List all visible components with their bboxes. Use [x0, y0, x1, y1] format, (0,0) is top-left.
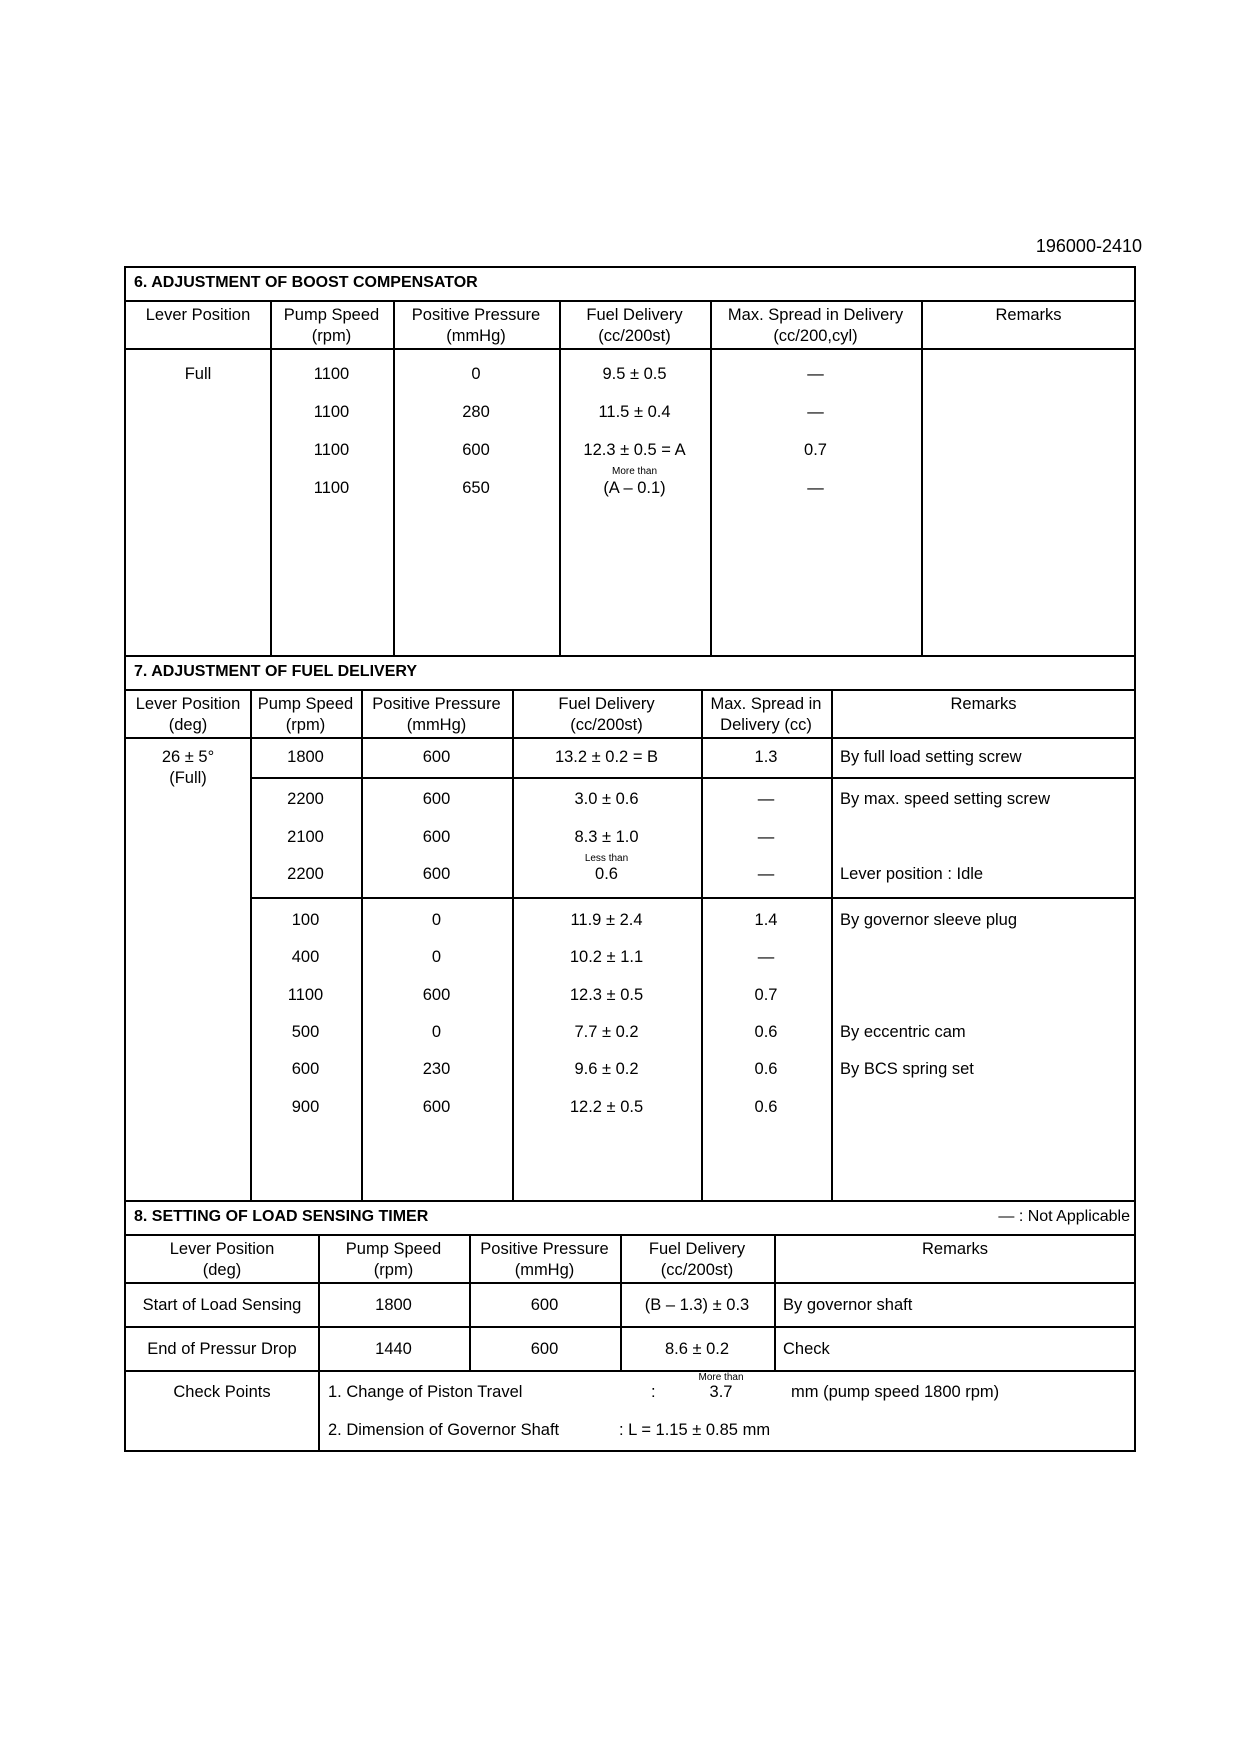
fuel-delivery-cell: 12.3 ± 0.5 = A	[583, 441, 686, 459]
pump-speed-cell: 1100	[313, 479, 350, 497]
spread-cell: —	[807, 365, 824, 383]
divider	[126, 348, 1134, 350]
section-load-sensing-timer	[124, 1200, 1136, 1452]
fuel-delivery-cell: 8.3 ± 1.0	[574, 828, 639, 846]
remark-cell: By governor sleeve plug	[840, 911, 1018, 929]
pressure-cell: 600	[462, 441, 490, 459]
pump-speed-cell: 1440	[375, 1340, 412, 1358]
fuel-delivery-cell: 0.6	[595, 865, 618, 883]
divider	[250, 777, 1134, 779]
divider	[126, 1326, 1134, 1328]
section-title: 6. ADJUSTMENT OF BOOST COMPENSATOR	[134, 274, 478, 291]
pressure-cell: 600	[422, 748, 451, 766]
pressure-cell: 650	[462, 479, 490, 497]
pressure-cell: 600	[422, 1098, 451, 1116]
spread-cell: —	[757, 828, 775, 846]
remark-cell: By BCS spring set	[840, 1060, 974, 1078]
section-fuel-delivery	[124, 655, 1136, 1202]
divider	[126, 300, 1134, 302]
header-remarks: Remarks	[950, 695, 1017, 713]
fuel-delivery-cell: 7.7 ± 0.2	[574, 1023, 639, 1041]
pump-speed-cell: 1100	[287, 986, 324, 1004]
pump-speed-cell: 1100	[313, 441, 350, 459]
spread-cell: 0.6	[754, 1023, 778, 1041]
check-point-1-separator: :	[651, 1383, 656, 1401]
pressure-cell: 0	[471, 365, 481, 383]
spread-cell: 1.3	[754, 748, 778, 766]
header-fuel-delivery: Fuel Delivery (cc/200st)	[586, 306, 683, 345]
fuel-delivery-cell: 10.2 ± 1.1	[569, 948, 644, 966]
fuel-delivery-cell: 11.9 ± 2.4	[570, 911, 643, 929]
header-pump-speed: Pump Speed (rpm)	[283, 306, 380, 345]
spread-cell: —	[757, 948, 775, 966]
pressure-cell: 600	[530, 1296, 559, 1314]
delivery-qualifier-note: More than	[611, 466, 658, 477]
pump-speed-cell: 2100	[287, 828, 324, 846]
spread-cell: —	[807, 403, 824, 421]
lever-position-value: Full	[184, 365, 212, 383]
pump-speed-cell: 100	[291, 911, 320, 929]
section-boost-compensator	[124, 266, 1136, 657]
section-title: 8. SETTING OF LOAD SENSING TIMER	[134, 1208, 429, 1225]
pump-speed-cell: 1800	[287, 748, 324, 766]
fuel-delivery-cell: 3.0 ± 0.6	[574, 790, 639, 808]
divider	[126, 689, 1134, 691]
pressure-cell: 600	[422, 986, 451, 1004]
header-pump-speed: Pump Speed (rpm)	[345, 1240, 442, 1279]
pressure-cell: 0	[431, 948, 442, 966]
spread-cell: 0.6	[754, 1098, 778, 1116]
remark-cell: By governor shaft	[783, 1296, 913, 1314]
fuel-delivery-cell: 9.6 ± 0.2	[574, 1060, 639, 1078]
remark-cell: Lever position : Idle	[840, 865, 984, 883]
header-positive-pressure: Positive Pressure (mmHg)	[480, 1240, 609, 1279]
pressure-cell: 0	[431, 911, 442, 929]
divider	[250, 897, 1134, 899]
pump-speed-cell: 400	[291, 948, 320, 966]
header-positive-pressure: Positive Pressure (mmHg)	[372, 695, 501, 734]
header-fuel-delivery: Fuel Delivery (cc/200st)	[648, 1240, 746, 1279]
pump-speed-cell: 1800	[375, 1296, 412, 1314]
fuel-delivery-cell: 13.2 ± 0.2 = B	[554, 748, 659, 766]
pressure-cell: 230	[422, 1060, 451, 1078]
remark-cell: By eccentric cam	[840, 1023, 966, 1041]
check-points-label: Check Points	[173, 1383, 271, 1401]
divider	[126, 1370, 1134, 1372]
remark-cell: Check	[783, 1340, 830, 1358]
header-lever-position: Lever Position (deg)	[169, 1240, 275, 1279]
spread-cell: 0.6	[754, 1060, 778, 1078]
lever-position-value: 26 ± 5° (Full)	[161, 748, 215, 787]
divider	[126, 737, 1134, 739]
pressure-cell: 600	[530, 1340, 559, 1358]
header-pump-speed: Pump Speed (rpm)	[257, 695, 354, 734]
check-point-1-text: 1. Change of Piston Travel	[328, 1383, 523, 1401]
pump-speed-cell: 2200	[287, 790, 324, 808]
check-point-1-qualifier: More than	[698, 1372, 744, 1383]
header-lever-position: Lever Position	[145, 306, 251, 324]
pressure-cell: 600	[422, 790, 451, 808]
divider	[126, 1234, 1134, 1236]
pump-speed-cell: 1100	[313, 365, 350, 383]
pressure-cell: 600	[422, 865, 451, 883]
header-max-spread: Max. Spread in Delivery (cc)	[710, 695, 822, 734]
not-applicable-legend: — : Not Applicable	[998, 1208, 1130, 1225]
pressure-cell: 600	[422, 828, 451, 846]
fuel-delivery-cell: 12.3 ± 0.5	[569, 986, 644, 1004]
check-point-1-unit: mm (pump speed 1800 rpm)	[791, 1383, 1000, 1401]
fuel-delivery-cell: 12.2 ± 0.5	[569, 1098, 644, 1116]
pump-speed-cell: 2200	[287, 865, 324, 883]
header-positive-pressure: Positive Pressure (mmHg)	[411, 306, 541, 345]
pump-speed-cell: 900	[291, 1098, 320, 1116]
pressure-cell: 280	[462, 403, 490, 421]
document-number: 196000-2410	[1035, 236, 1142, 256]
row-label: End of Pressur Drop	[147, 1340, 297, 1358]
pump-speed-cell: 500	[291, 1023, 320, 1041]
header-fuel-delivery: Fuel Delivery (cc/200st)	[558, 695, 655, 734]
fuel-delivery-cell: 8.6 ± 0.2	[664, 1340, 730, 1358]
section-title: 7. ADJUSTMENT OF FUEL DELIVERY	[134, 663, 417, 680]
spread-cell: 0.7	[804, 441, 827, 459]
remark-cell: By max. speed setting screw	[840, 790, 1051, 808]
header-remarks: Remarks	[995, 306, 1062, 324]
column-divider	[831, 689, 833, 1200]
check-point-2-text: 2. Dimension of Governor Shaft	[328, 1421, 560, 1439]
pressure-cell: 0	[431, 1023, 442, 1041]
spread-cell: —	[757, 790, 775, 808]
spread-cell: 0.7	[754, 986, 778, 1004]
pump-speed-cell: 600	[291, 1060, 320, 1078]
check-point-2-value: : L = 1.15 ± 0.85 mm	[619, 1421, 771, 1439]
divider	[126, 1282, 1134, 1284]
remark-cell: By full load setting screw	[840, 748, 1022, 766]
header-max-spread: Max. Spread in Delivery (cc/200,cyl)	[727, 306, 904, 345]
fuel-delivery-cell: (A – 0.1)	[603, 479, 666, 497]
header-remarks: Remarks	[921, 1240, 988, 1258]
column-divider	[921, 300, 923, 655]
header-lever-position: Lever Position (deg)	[135, 695, 241, 734]
fuel-delivery-cell: 11.5 ± 0.4	[598, 403, 671, 421]
fuel-delivery-cell: (B – 1.3) ± 0.3	[644, 1296, 750, 1314]
spread-cell: —	[757, 865, 775, 883]
spread-cell: 1.4	[754, 911, 778, 929]
delivery-qualifier-note: Less than	[584, 853, 629, 864]
check-point-1-value: 3.7	[709, 1383, 733, 1401]
fuel-delivery-cell: 9.5 ± 0.5	[602, 365, 667, 383]
pump-speed-cell: 1100	[313, 403, 350, 421]
spread-cell: —	[807, 479, 824, 497]
row-label: Start of Load Sensing	[142, 1296, 302, 1314]
